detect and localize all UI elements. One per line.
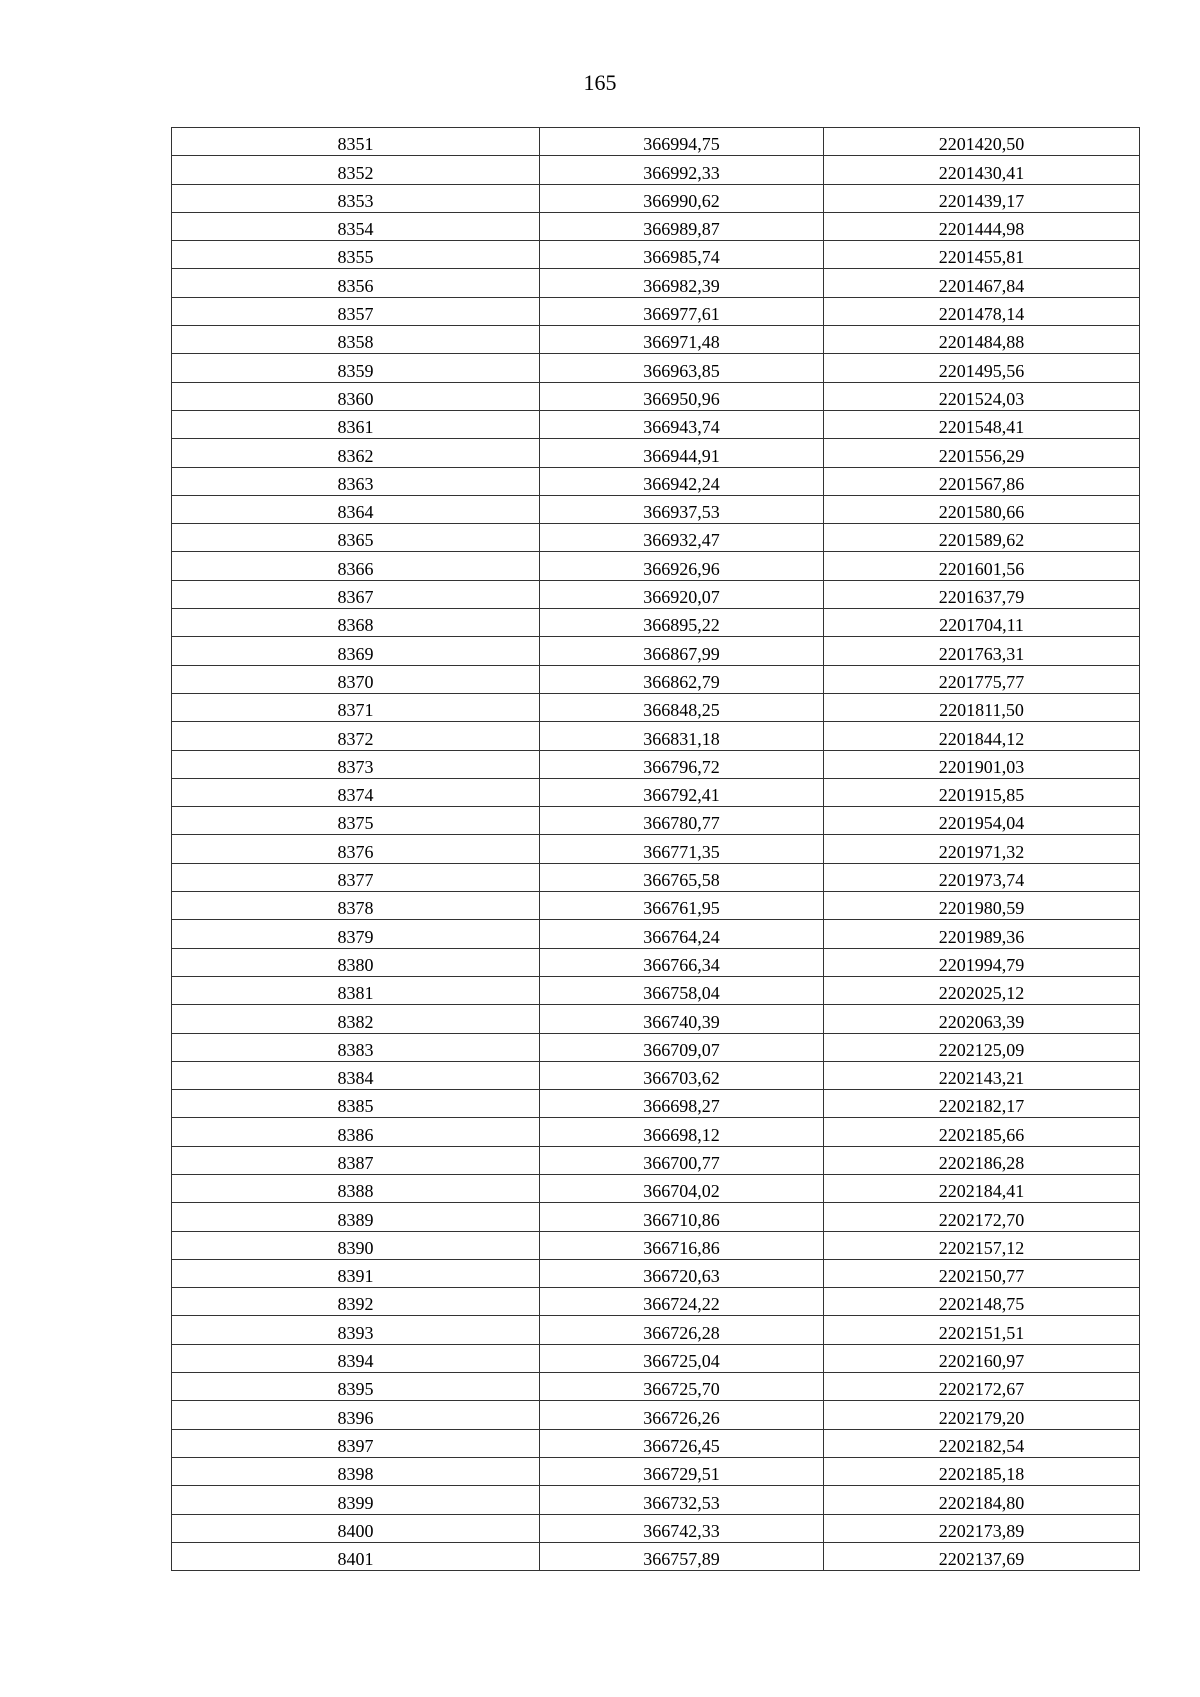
x-coordinate-cell: 366716,86 bbox=[540, 1231, 824, 1259]
point-number-cell: 8366 bbox=[172, 552, 540, 580]
table-row bbox=[172, 863, 1140, 891]
y-coordinate-cell: 2202150,77 bbox=[824, 1259, 1140, 1287]
point-number-cell: 8395 bbox=[172, 1373, 540, 1401]
table-row bbox=[172, 1457, 1140, 1485]
page-number: 165 bbox=[583, 70, 617, 95]
table-row bbox=[172, 524, 1140, 552]
y-coordinate-cell: 2202025,12 bbox=[824, 976, 1140, 1004]
y-coordinate-cell: 2202137,69 bbox=[824, 1542, 1140, 1570]
x-coordinate-cell: 366725,70 bbox=[540, 1373, 824, 1401]
point-number-cell: 8388 bbox=[172, 1174, 540, 1202]
point-number-cell: 8390 bbox=[172, 1231, 540, 1259]
point-number-cell: 8381 bbox=[172, 976, 540, 1004]
table-row bbox=[172, 1033, 1140, 1061]
table-row bbox=[172, 637, 1140, 665]
x-coordinate-cell: 366698,12 bbox=[540, 1118, 824, 1146]
x-coordinate-cell: 366867,99 bbox=[540, 637, 824, 665]
table-row bbox=[172, 892, 1140, 920]
point-number-cell: 8380 bbox=[172, 948, 540, 976]
point-number-cell: 8382 bbox=[172, 1005, 540, 1033]
point-number-cell: 8354 bbox=[172, 212, 540, 240]
x-coordinate-cell: 366862,79 bbox=[540, 665, 824, 693]
point-number-cell: 8394 bbox=[172, 1344, 540, 1372]
point-number-cell: 8376 bbox=[172, 835, 540, 863]
table-row bbox=[172, 750, 1140, 778]
y-coordinate-cell: 2201973,74 bbox=[824, 863, 1140, 891]
point-number-cell: 8401 bbox=[172, 1542, 540, 1570]
y-coordinate-cell: 2202182,17 bbox=[824, 1090, 1140, 1118]
table-row bbox=[172, 1373, 1140, 1401]
y-coordinate-cell: 2201455,81 bbox=[824, 241, 1140, 269]
y-coordinate-cell: 2201971,32 bbox=[824, 835, 1140, 863]
x-coordinate-cell: 366944,91 bbox=[540, 439, 824, 467]
point-number-cell: 8374 bbox=[172, 778, 540, 806]
x-coordinate-cell: 366985,74 bbox=[540, 241, 824, 269]
y-coordinate-cell: 2201844,12 bbox=[824, 722, 1140, 750]
x-coordinate-cell: 366796,72 bbox=[540, 750, 824, 778]
point-number-cell: 8363 bbox=[172, 467, 540, 495]
table-row bbox=[172, 1288, 1140, 1316]
x-coordinate-cell: 366950,96 bbox=[540, 382, 824, 410]
point-number-cell: 8393 bbox=[172, 1316, 540, 1344]
table-row bbox=[172, 920, 1140, 948]
table-row bbox=[172, 326, 1140, 354]
table-row bbox=[172, 1429, 1140, 1457]
x-coordinate-cell: 366698,27 bbox=[540, 1090, 824, 1118]
x-coordinate-cell: 366726,45 bbox=[540, 1429, 824, 1457]
y-coordinate-cell: 2201954,04 bbox=[824, 807, 1140, 835]
point-number-cell: 8362 bbox=[172, 439, 540, 467]
x-coordinate-cell: 366700,77 bbox=[540, 1146, 824, 1174]
table-row bbox=[172, 241, 1140, 269]
point-number-cell: 8368 bbox=[172, 609, 540, 637]
x-coordinate-cell: 366895,22 bbox=[540, 609, 824, 637]
y-coordinate-cell: 2201915,85 bbox=[824, 778, 1140, 806]
x-coordinate-cell: 366977,61 bbox=[540, 297, 824, 325]
table-row bbox=[172, 580, 1140, 608]
point-number-cell: 8361 bbox=[172, 410, 540, 438]
y-coordinate-cell: 2201478,14 bbox=[824, 297, 1140, 325]
y-coordinate-cell: 2202186,28 bbox=[824, 1146, 1140, 1174]
point-number-cell: 8364 bbox=[172, 495, 540, 523]
y-coordinate-cell: 2201567,86 bbox=[824, 467, 1140, 495]
y-coordinate-cell: 2202185,66 bbox=[824, 1118, 1140, 1146]
point-number-cell: 8379 bbox=[172, 920, 540, 948]
point-number-cell: 8386 bbox=[172, 1118, 540, 1146]
point-number-cell: 8397 bbox=[172, 1429, 540, 1457]
x-coordinate-cell: 366765,58 bbox=[540, 863, 824, 891]
point-number-cell: 8352 bbox=[172, 156, 540, 184]
table-row bbox=[172, 1344, 1140, 1372]
point-number-cell: 8387 bbox=[172, 1146, 540, 1174]
table-row bbox=[172, 1203, 1140, 1231]
point-number-cell: 8369 bbox=[172, 637, 540, 665]
coordinates-table-body bbox=[172, 128, 1140, 1571]
point-number-cell: 8384 bbox=[172, 1061, 540, 1089]
point-number-cell: 8367 bbox=[172, 580, 540, 608]
x-coordinate-cell: 366771,35 bbox=[540, 835, 824, 863]
point-number-cell: 8365 bbox=[172, 524, 540, 552]
coordinates-table bbox=[171, 127, 1140, 1571]
x-coordinate-cell: 366703,62 bbox=[540, 1061, 824, 1089]
table-row bbox=[172, 1486, 1140, 1514]
x-coordinate-cell: 366943,74 bbox=[540, 410, 824, 438]
table-row bbox=[172, 1401, 1140, 1429]
y-coordinate-cell: 2201811,50 bbox=[824, 693, 1140, 721]
point-number-cell: 8372 bbox=[172, 722, 540, 750]
x-coordinate-cell: 366831,18 bbox=[540, 722, 824, 750]
y-coordinate-cell: 2201980,59 bbox=[824, 892, 1140, 920]
table-row bbox=[172, 665, 1140, 693]
x-coordinate-cell: 366740,39 bbox=[540, 1005, 824, 1033]
table-row bbox=[172, 297, 1140, 325]
point-number-cell: 8356 bbox=[172, 269, 540, 297]
point-number-cell: 8391 bbox=[172, 1259, 540, 1287]
x-coordinate-cell: 366761,95 bbox=[540, 892, 824, 920]
point-number-cell: 8360 bbox=[172, 382, 540, 410]
y-coordinate-cell: 2201580,66 bbox=[824, 495, 1140, 523]
table-row bbox=[172, 722, 1140, 750]
x-coordinate-cell: 366932,47 bbox=[540, 524, 824, 552]
point-number-cell: 8357 bbox=[172, 297, 540, 325]
x-coordinate-cell: 366942,24 bbox=[540, 467, 824, 495]
y-coordinate-cell: 2201439,17 bbox=[824, 184, 1140, 212]
point-number-cell: 8375 bbox=[172, 807, 540, 835]
y-coordinate-cell: 2202184,41 bbox=[824, 1174, 1140, 1202]
x-coordinate-cell: 366848,25 bbox=[540, 693, 824, 721]
x-coordinate-cell: 366725,04 bbox=[540, 1344, 824, 1372]
y-coordinate-cell: 2201467,84 bbox=[824, 269, 1140, 297]
table-row bbox=[172, 835, 1140, 863]
table-row bbox=[172, 1174, 1140, 1202]
x-coordinate-cell: 366724,22 bbox=[540, 1288, 824, 1316]
y-coordinate-cell: 2201556,29 bbox=[824, 439, 1140, 467]
table-row bbox=[172, 410, 1140, 438]
point-number-cell: 8389 bbox=[172, 1203, 540, 1231]
x-coordinate-cell: 366764,24 bbox=[540, 920, 824, 948]
point-number-cell: 8396 bbox=[172, 1401, 540, 1429]
x-coordinate-cell: 366710,86 bbox=[540, 1203, 824, 1231]
x-coordinate-cell: 366992,33 bbox=[540, 156, 824, 184]
x-coordinate-cell: 366971,48 bbox=[540, 326, 824, 354]
table-row bbox=[172, 1090, 1140, 1118]
x-coordinate-cell: 366989,87 bbox=[540, 212, 824, 240]
x-coordinate-cell: 366982,39 bbox=[540, 269, 824, 297]
point-number-cell: 8392 bbox=[172, 1288, 540, 1316]
y-coordinate-cell: 2202172,67 bbox=[824, 1373, 1140, 1401]
table-row bbox=[172, 439, 1140, 467]
table-row bbox=[172, 1514, 1140, 1542]
point-number-cell: 8358 bbox=[172, 326, 540, 354]
x-coordinate-cell: 366732,53 bbox=[540, 1486, 824, 1514]
y-coordinate-cell: 2202143,21 bbox=[824, 1061, 1140, 1089]
y-coordinate-cell: 2202157,12 bbox=[824, 1231, 1140, 1259]
x-coordinate-cell: 366994,75 bbox=[540, 128, 824, 156]
y-coordinate-cell: 2201704,11 bbox=[824, 609, 1140, 637]
table-row bbox=[172, 382, 1140, 410]
table-row bbox=[172, 269, 1140, 297]
table-row bbox=[172, 495, 1140, 523]
x-coordinate-cell: 366709,07 bbox=[540, 1033, 824, 1061]
table-row bbox=[172, 1259, 1140, 1287]
point-number-cell: 8373 bbox=[172, 750, 540, 778]
table-row bbox=[172, 552, 1140, 580]
x-coordinate-cell: 366742,33 bbox=[540, 1514, 824, 1542]
x-coordinate-cell: 366792,41 bbox=[540, 778, 824, 806]
table-row bbox=[172, 609, 1140, 637]
x-coordinate-cell: 366757,89 bbox=[540, 1542, 824, 1570]
table-row bbox=[172, 778, 1140, 806]
table-row bbox=[172, 948, 1140, 976]
y-coordinate-cell: 2201989,36 bbox=[824, 920, 1140, 948]
y-coordinate-cell: 2202184,80 bbox=[824, 1486, 1140, 1514]
table-row bbox=[172, 693, 1140, 721]
point-number-cell: 8351 bbox=[172, 128, 540, 156]
point-number-cell: 8378 bbox=[172, 892, 540, 920]
y-coordinate-cell: 2201901,03 bbox=[824, 750, 1140, 778]
point-number-cell: 8399 bbox=[172, 1486, 540, 1514]
point-number-cell: 8371 bbox=[172, 693, 540, 721]
x-coordinate-cell: 366726,26 bbox=[540, 1401, 824, 1429]
table-row bbox=[172, 976, 1140, 1004]
table-row bbox=[172, 128, 1140, 156]
table-row bbox=[172, 1118, 1140, 1146]
x-coordinate-cell: 366926,96 bbox=[540, 552, 824, 580]
x-coordinate-cell: 366729,51 bbox=[540, 1457, 824, 1485]
table-row bbox=[172, 1231, 1140, 1259]
y-coordinate-cell: 2202160,97 bbox=[824, 1344, 1140, 1372]
x-coordinate-cell: 366937,53 bbox=[540, 495, 824, 523]
table-row bbox=[172, 1316, 1140, 1344]
table-row bbox=[172, 212, 1140, 240]
y-coordinate-cell: 2202173,89 bbox=[824, 1514, 1140, 1542]
y-coordinate-cell: 2201548,41 bbox=[824, 410, 1140, 438]
y-coordinate-cell: 2201524,03 bbox=[824, 382, 1140, 410]
y-coordinate-cell: 2201775,77 bbox=[824, 665, 1140, 693]
y-coordinate-cell: 2202125,09 bbox=[824, 1033, 1140, 1061]
x-coordinate-cell: 366766,34 bbox=[540, 948, 824, 976]
x-coordinate-cell: 366726,28 bbox=[540, 1316, 824, 1344]
y-coordinate-cell: 2201637,79 bbox=[824, 580, 1140, 608]
x-coordinate-cell: 366780,77 bbox=[540, 807, 824, 835]
y-coordinate-cell: 2201444,98 bbox=[824, 212, 1140, 240]
y-coordinate-cell: 2202172,70 bbox=[824, 1203, 1140, 1231]
table-row bbox=[172, 1542, 1140, 1570]
y-coordinate-cell: 2201994,79 bbox=[824, 948, 1140, 976]
table-row bbox=[172, 354, 1140, 382]
point-number-cell: 8353 bbox=[172, 184, 540, 212]
x-coordinate-cell: 366704,02 bbox=[540, 1174, 824, 1202]
table-row bbox=[172, 1005, 1140, 1033]
y-coordinate-cell: 2201589,62 bbox=[824, 524, 1140, 552]
x-coordinate-cell: 366963,85 bbox=[540, 354, 824, 382]
y-coordinate-cell: 2202179,20 bbox=[824, 1401, 1140, 1429]
y-coordinate-cell: 2202185,18 bbox=[824, 1457, 1140, 1485]
table-row bbox=[172, 1146, 1140, 1174]
y-coordinate-cell: 2201495,56 bbox=[824, 354, 1140, 382]
y-coordinate-cell: 2202148,75 bbox=[824, 1288, 1140, 1316]
y-coordinate-cell: 2202063,39 bbox=[824, 1005, 1140, 1033]
y-coordinate-cell: 2201484,88 bbox=[824, 326, 1140, 354]
point-number-cell: 8383 bbox=[172, 1033, 540, 1061]
y-coordinate-cell: 2202182,54 bbox=[824, 1429, 1140, 1457]
x-coordinate-cell: 366990,62 bbox=[540, 184, 824, 212]
y-coordinate-cell: 2201430,41 bbox=[824, 156, 1140, 184]
point-number-cell: 8398 bbox=[172, 1457, 540, 1485]
y-coordinate-cell: 2201420,50 bbox=[824, 128, 1140, 156]
table-row bbox=[172, 1061, 1140, 1089]
table-row bbox=[172, 807, 1140, 835]
x-coordinate-cell: 366920,07 bbox=[540, 580, 824, 608]
x-coordinate-cell: 366758,04 bbox=[540, 976, 824, 1004]
y-coordinate-cell: 2202151,51 bbox=[824, 1316, 1140, 1344]
table-row bbox=[172, 184, 1140, 212]
point-number-cell: 8370 bbox=[172, 665, 540, 693]
x-coordinate-cell: 366720,63 bbox=[540, 1259, 824, 1287]
point-number-cell: 8400 bbox=[172, 1514, 540, 1542]
point-number-cell: 8385 bbox=[172, 1090, 540, 1118]
table-row bbox=[172, 467, 1140, 495]
point-number-cell: 8377 bbox=[172, 863, 540, 891]
table-row bbox=[172, 156, 1140, 184]
y-coordinate-cell: 2201763,31 bbox=[824, 637, 1140, 665]
point-number-cell: 8359 bbox=[172, 354, 540, 382]
y-coordinate-cell: 2201601,56 bbox=[824, 552, 1140, 580]
point-number-cell: 8355 bbox=[172, 241, 540, 269]
